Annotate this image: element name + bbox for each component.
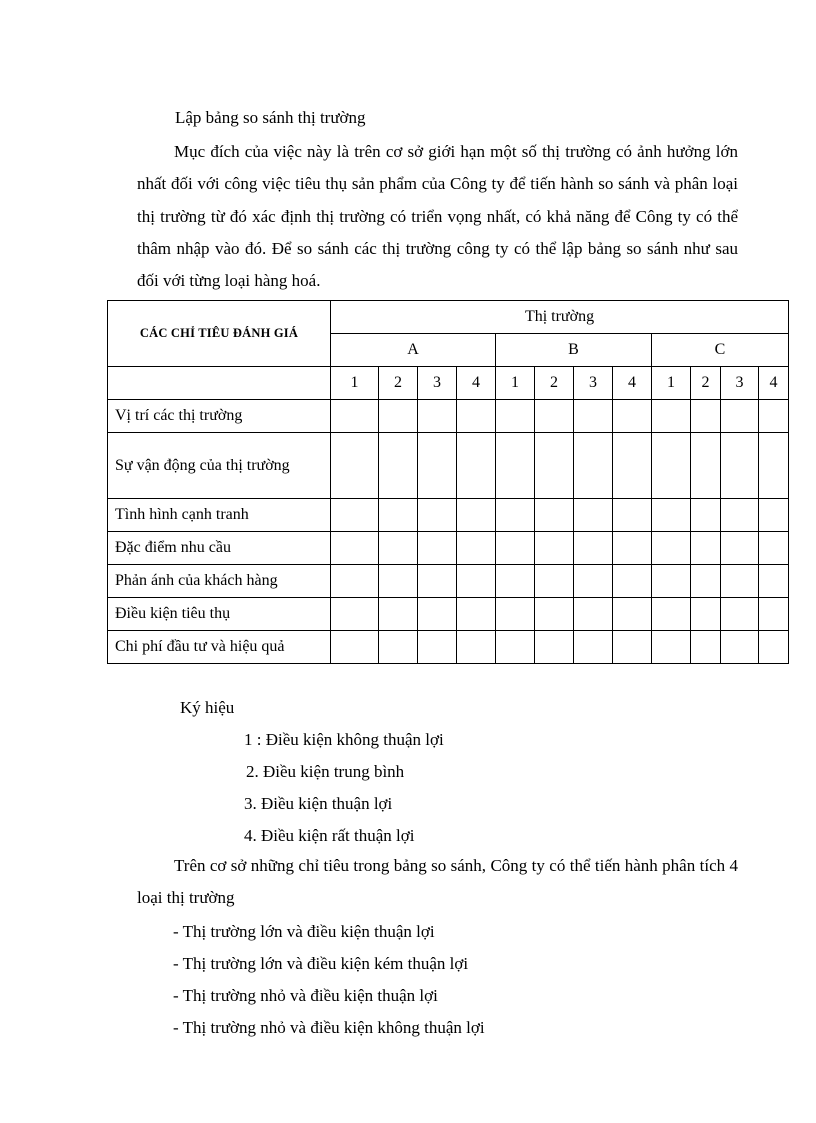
criteria-header: CÁC CHỈ TIÊU ĐÁNH GIÁ <box>108 301 331 367</box>
market-header: Thị trường <box>331 301 789 334</box>
legend-item: 4. Điều kiện rất thuận lợi <box>244 826 415 845</box>
market-name: C <box>652 334 789 367</box>
criterion-label: Sự vận động của thị trường <box>108 433 331 499</box>
level-label: 4 <box>613 367 652 400</box>
legend-title: Ký hiệu <box>180 698 235 717</box>
table-row <box>108 532 789 565</box>
market-name: B <box>496 334 652 367</box>
legend-item: 3. Điều kiện thuận lợi <box>244 794 393 813</box>
section-heading: Lập bảng so sánh thị trường <box>175 108 366 127</box>
intro-paragraph: Mục đích của việc này là trên cơ sở giới hạn một số thị trường có ảnh hưởng lớn nhất đối với công việc tiêu thụ sản phẩm của Công ty để tiến hành so sánh và phân loại thị trường từ đó xác định thị trường có triển vọng nhất, có khả năng để Công ty có thể thâm nhập vào đó. Để so sánh các thị trường công ty có thể lập bảng so sánh như sau đối với từng loại hàng hoá. <box>137 142 738 291</box>
table-row <box>108 598 789 631</box>
criterion-label: Chi phí đầu tư và hiệu quả <box>108 631 331 664</box>
level-label: 1 <box>331 367 379 400</box>
table-row <box>108 631 789 664</box>
level-label: 2 <box>691 367 721 400</box>
table-row <box>108 400 789 433</box>
header-row-markets <box>108 301 789 334</box>
level-label: 2 <box>535 367 574 400</box>
level-label: 3 <box>721 367 759 400</box>
market-comparison-table <box>107 300 789 664</box>
empty-cell <box>108 367 331 400</box>
list-item: - Thị trường lớn và điều kiện kém thuận lợi <box>173 954 469 973</box>
level-label: 1 <box>496 367 535 400</box>
table-row <box>108 499 789 532</box>
criterion-label: Phản ánh của khách hàng <box>108 565 331 598</box>
level-label: 1 <box>652 367 691 400</box>
criterion-label: Đặc điểm nhu cầu <box>108 532 331 565</box>
level-label: 3 <box>418 367 457 400</box>
list-item: - Thị trường lớn và điều kiện thuận lợi <box>173 922 435 941</box>
criterion-label: Điều kiện tiêu thụ <box>108 598 331 631</box>
analysis-paragraph: Trên cơ sở những chỉ tiêu trong bảng so sánh, Công ty có thể tiến hành phân tích 4 loại thị trường <box>137 856 738 908</box>
level-label: 2 <box>379 367 418 400</box>
level-label: 4 <box>457 367 496 400</box>
list-item: - Thị trường nhỏ và điều kiện không thuận lợi <box>173 1018 485 1037</box>
level-label: 3 <box>574 367 613 400</box>
legend-item: 2. Điều kiện trung bình <box>246 762 405 781</box>
criterion-label: Vị trí các thị trường <box>108 400 331 433</box>
list-item: - Thị trường nhỏ và điều kiện thuận lợi <box>173 986 438 1005</box>
market-name: A <box>331 334 496 367</box>
table-row <box>108 565 789 598</box>
criterion-label: Tình hình cạnh tranh <box>108 499 331 532</box>
level-label: 4 <box>759 367 789 400</box>
header-row-levels <box>108 367 789 400</box>
legend-item: 1 : Điều kiện không thuận lợi <box>244 730 444 749</box>
table-row <box>108 433 789 499</box>
